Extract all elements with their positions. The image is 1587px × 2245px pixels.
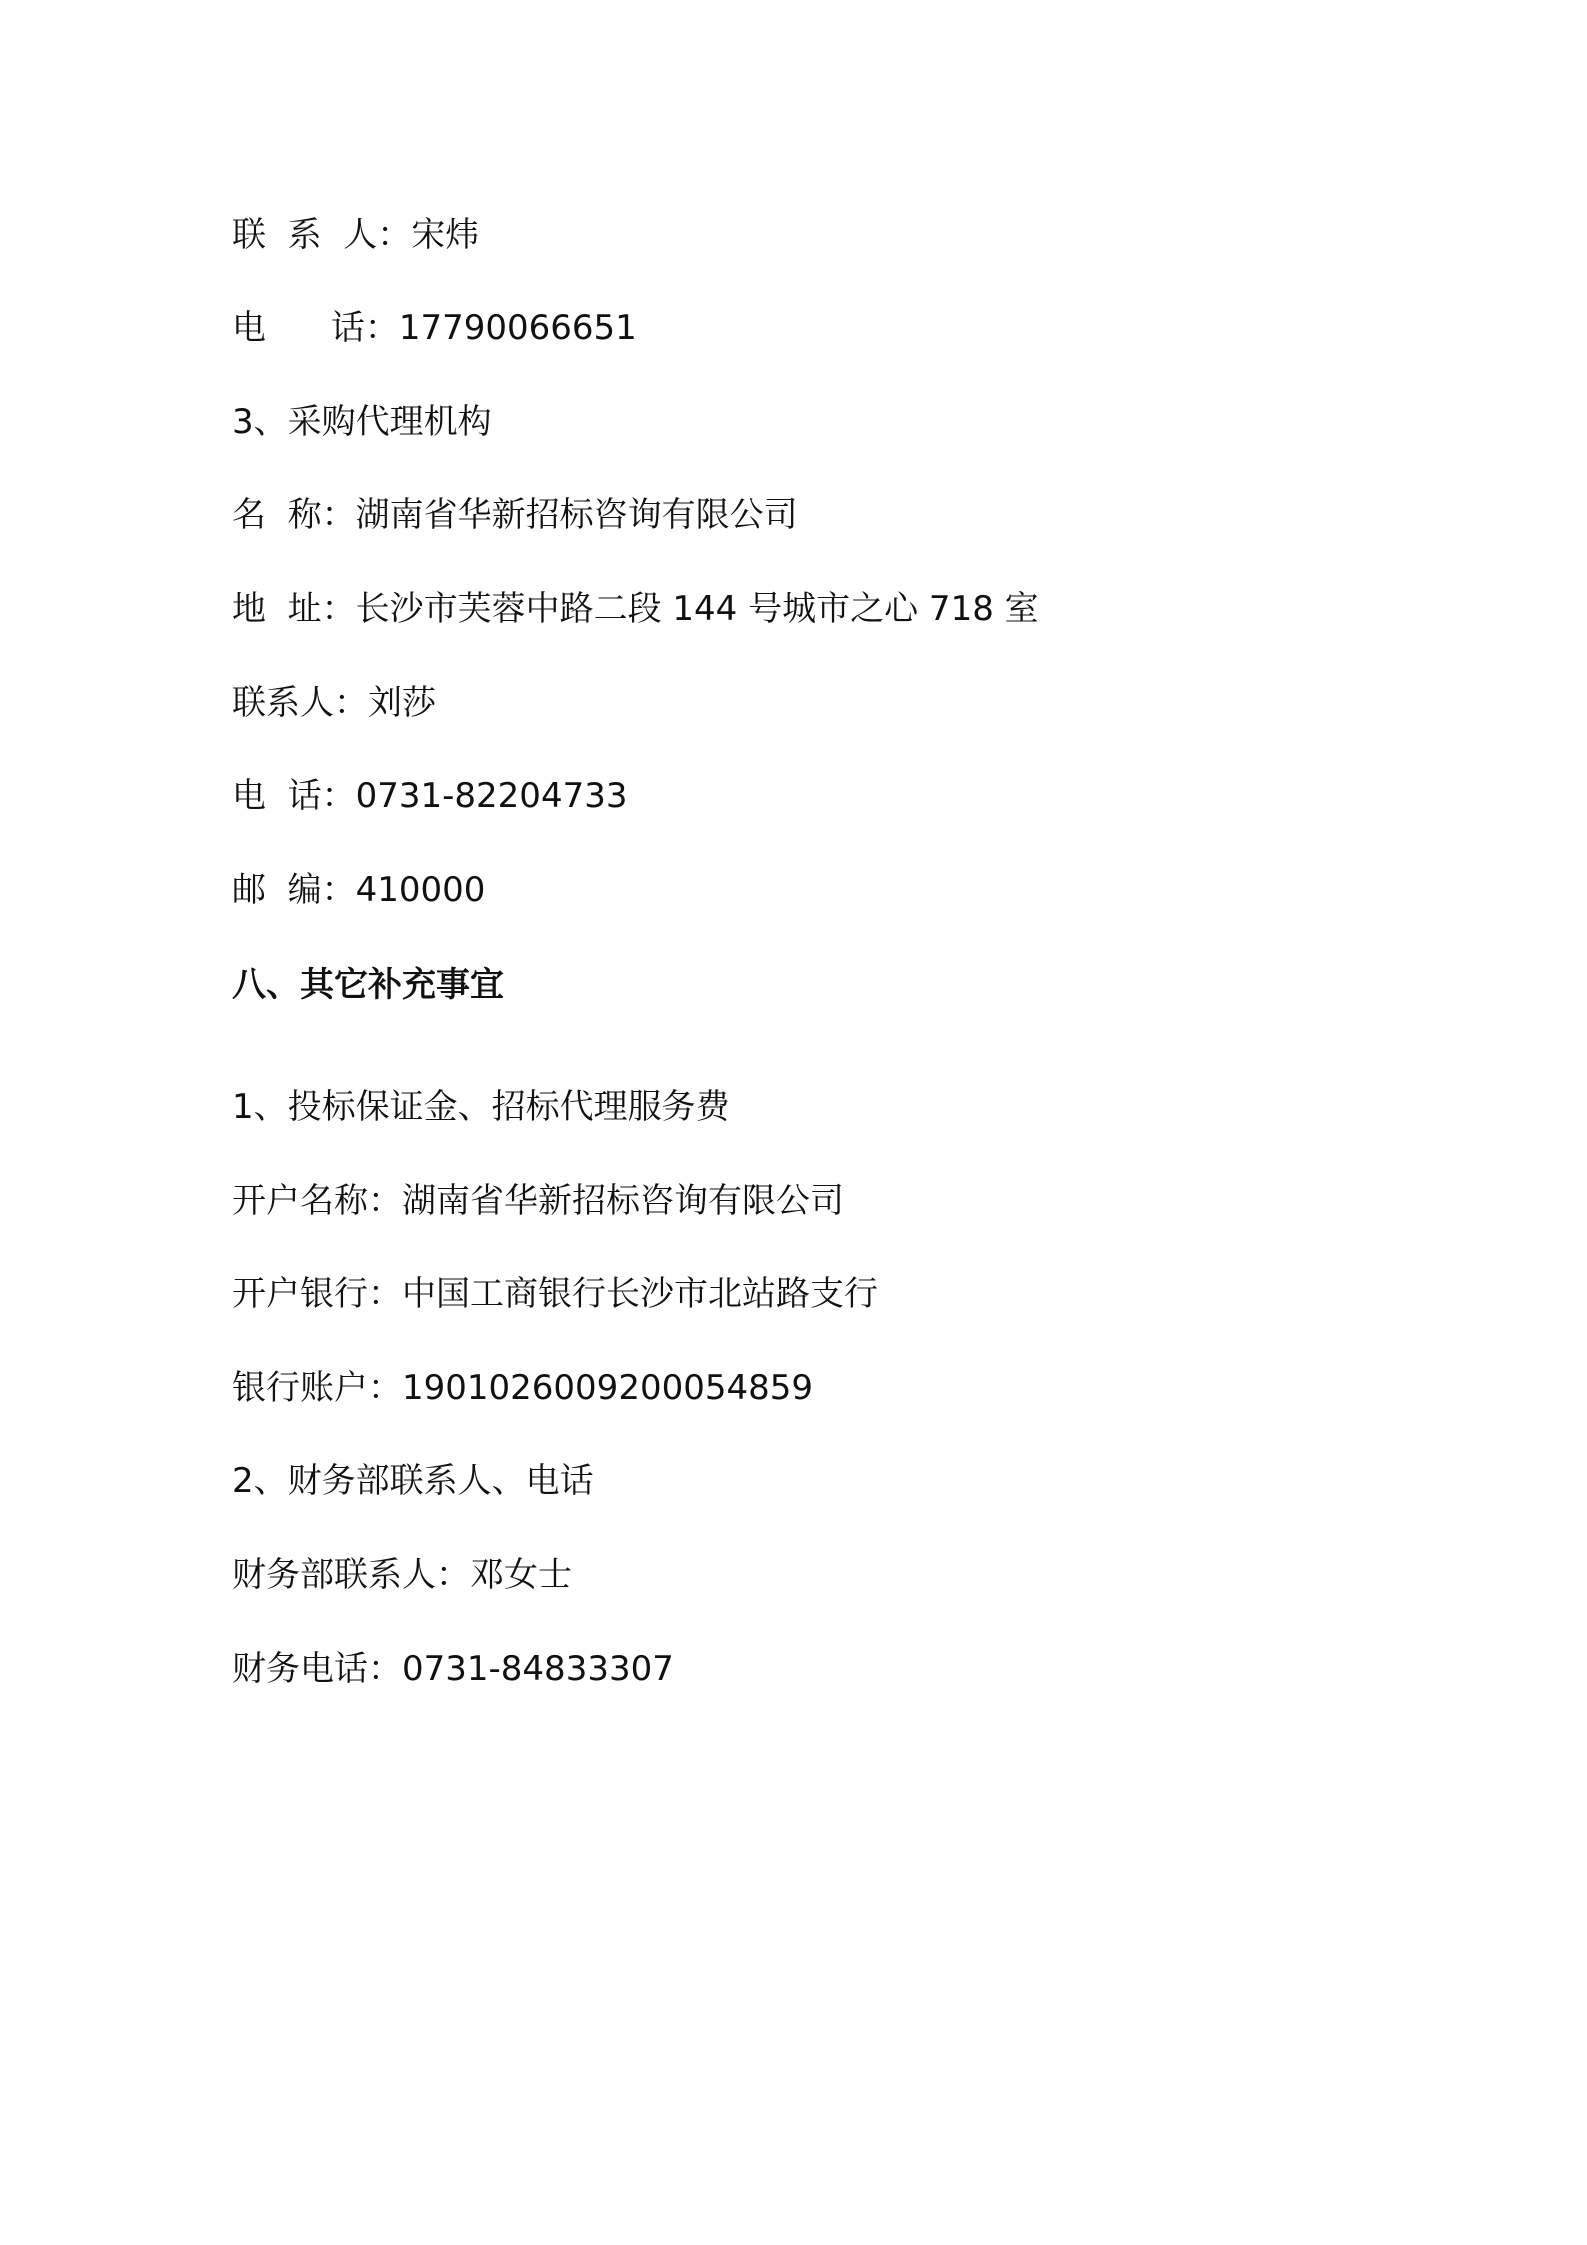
bank-name-line: 开户银行：中国工商银行长沙市北站路支行 — [232, 1274, 878, 1314]
finance-title: 2、财务部联系人、电话 — [232, 1461, 594, 1501]
account-name-line: 开户名称：湖南省华新招标咨询有限公司 — [232, 1181, 844, 1221]
bank-account-line: 银行账户：1901026009200054859 — [232, 1368, 814, 1408]
agency-name-line: 名 称：湖南省华新招标咨询有限公司 — [232, 495, 798, 535]
finance-contact-line: 财务部联系人：邓女士 — [232, 1555, 572, 1595]
agency-title: 3、采购代理机构 — [232, 402, 492, 442]
section-heading: 八、其它补充事宜 — [232, 965, 504, 1005]
agency-phone-line: 电 话：0731-82204733 — [232, 776, 628, 816]
deposit-title: 1、投标保证金、招标代理服务费 — [232, 1087, 730, 1127]
contact-person-line: 联 系 人：宋炜 — [232, 215, 480, 255]
agency-contact-line: 联系人：刘莎 — [232, 683, 436, 723]
phone-line: 电 话：17790066651 — [232, 308, 637, 348]
finance-phone-line: 财务电话：0731-84833307 — [232, 1649, 674, 1689]
agency-postcode-line: 邮 编：410000 — [232, 870, 486, 910]
agency-address-line: 地 址：长沙市芙蓉中路二段 144 号城市之心 718 室 — [232, 589, 1039, 629]
